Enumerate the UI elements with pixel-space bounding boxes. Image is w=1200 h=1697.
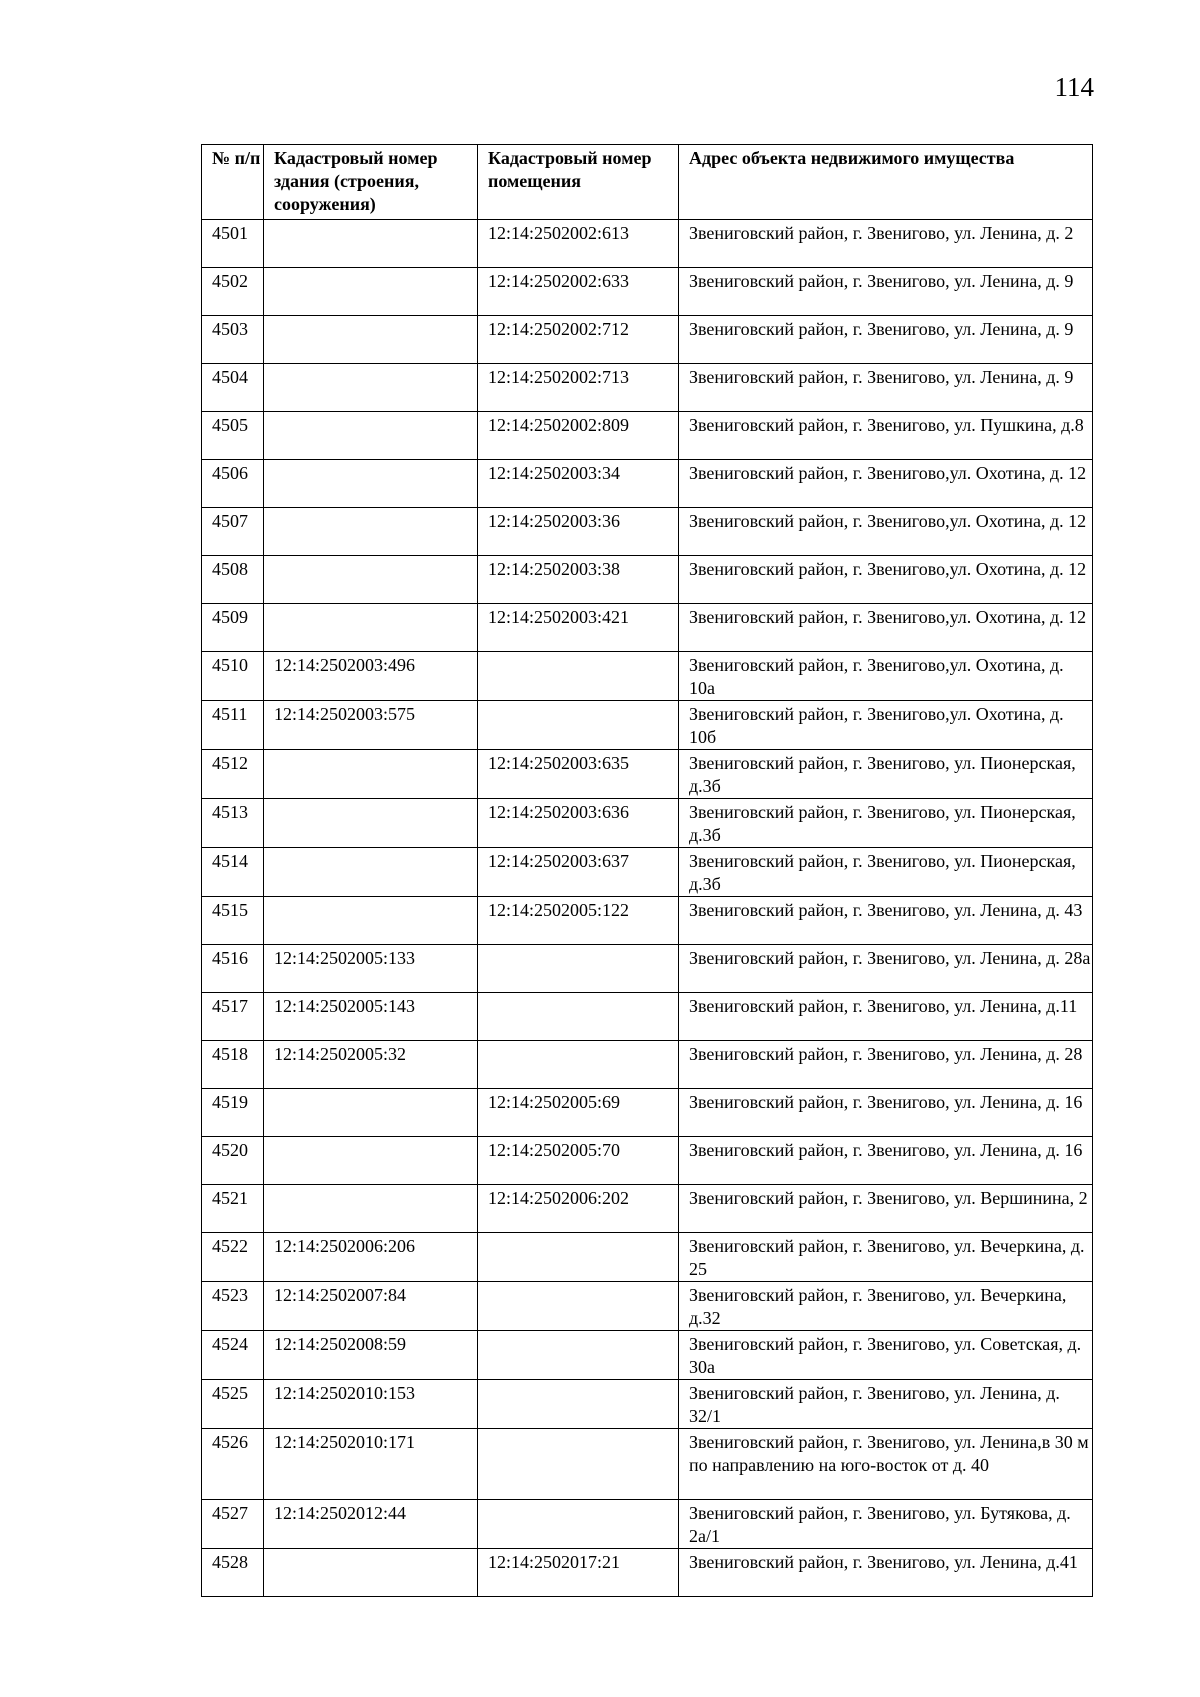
table-row — [202, 316, 1093, 364]
table-row — [202, 220, 1093, 268]
cell-number: 4507 — [202, 508, 264, 556]
table-row — [202, 897, 1093, 945]
cell-premise-cadastral: 12:14:2502003:635 — [478, 750, 679, 799]
table-row — [202, 556, 1093, 604]
table-row — [202, 1185, 1093, 1233]
cell-number: 4518 — [202, 1041, 264, 1089]
cell-premise-cadastral — [478, 701, 679, 750]
cell-building-cadastral: 12:14:2502010:153 — [264, 1380, 478, 1429]
cell-number: 4514 — [202, 848, 264, 897]
cell-building-cadastral — [264, 1089, 478, 1137]
cell-address: Звениговский район, г. Звенигово, ул. Бутякова, д. 2а/1 — [679, 1500, 1093, 1549]
cell-building-cadastral — [264, 897, 478, 945]
cell-number: 4510 — [202, 652, 264, 701]
table-row — [202, 1041, 1093, 1089]
cell-premise-cadastral — [478, 1233, 679, 1282]
cell-number: 4519 — [202, 1089, 264, 1137]
cell-premise-cadastral — [478, 1380, 679, 1429]
cell-building-cadastral — [264, 1549, 478, 1597]
cell-address: Звениговский район, г. Звенигово, ул. Пионерская, д.3б — [679, 750, 1093, 799]
cell-address: Звениговский район, г. Звенигово, ул. Ленина, д. 28а — [679, 945, 1093, 993]
cell-address: Звениговский район, г. Звенигово, ул. Вечеркина, д. 25 — [679, 1233, 1093, 1282]
cell-address: Звениговский район, г. Звенигово, ул. Пионерская, д.3б — [679, 799, 1093, 848]
cell-number: 4528 — [202, 1549, 264, 1597]
cell-building-cadastral — [264, 1137, 478, 1185]
table-row — [202, 508, 1093, 556]
cell-number: 4515 — [202, 897, 264, 945]
cell-building-cadastral: 12:14:2502005:133 — [264, 945, 478, 993]
cell-address: Звениговский район, г. Звенигово, ул. Ленина, д. 43 — [679, 897, 1093, 945]
cell-address: Звениговский район, г. Звенигово, ул. Ленина,в 30 м по направлению на юго-восток от д. 40 — [679, 1429, 1093, 1500]
cell-number: 4516 — [202, 945, 264, 993]
table-row — [202, 1233, 1093, 1282]
cell-number: 4504 — [202, 364, 264, 412]
header-number: № п/п — [202, 145, 264, 220]
cell-address: Звениговский район, г. Звенигово, ул. Ленина, д. 9 — [679, 268, 1093, 316]
cell-address: Звениговский район, г. Звенигово, ул. Ленина, д. 16 — [679, 1137, 1093, 1185]
cell-premise-cadastral — [478, 993, 679, 1041]
cell-address: Звениговский район, г. Звенигово, ул. Ленина, д. 9 — [679, 316, 1093, 364]
cell-building-cadastral — [264, 750, 478, 799]
cell-address: Звениговский район, г. Звенигово, ул. Пионерская, д.3б — [679, 848, 1093, 897]
cell-building-cadastral: 12:14:2502003:496 — [264, 652, 478, 701]
cell-number: 4517 — [202, 993, 264, 1041]
cell-premise-cadastral: 12:14:2502002:613 — [478, 220, 679, 268]
cell-number: 4523 — [202, 1282, 264, 1331]
cell-address: Звениговский район, г. Звенигово, ул. Ленина, д.41 — [679, 1549, 1093, 1597]
cell-number: 4513 — [202, 799, 264, 848]
cell-address: Звениговский район, г. Звенигово, ул. Ленина, д. 32/1 — [679, 1380, 1093, 1429]
cell-address: Звениговский район, г. Звенигово,ул. Охотина, д. 10а — [679, 652, 1093, 701]
cell-building-cadastral — [264, 1185, 478, 1233]
cell-premise-cadastral: 12:14:2502003:36 — [478, 508, 679, 556]
cell-premise-cadastral — [478, 1500, 679, 1549]
cell-address: Звениговский район, г. Звенигово,ул. Охотина, д. 12 — [679, 604, 1093, 652]
cell-number: 4521 — [202, 1185, 264, 1233]
cell-premise-cadastral — [478, 1041, 679, 1089]
cell-building-cadastral — [264, 604, 478, 652]
cell-premise-cadastral: 12:14:2502006:202 — [478, 1185, 679, 1233]
table-header — [202, 145, 1093, 220]
header-address: Адрес объекта недвижимого имущества — [679, 145, 1093, 220]
table-row — [202, 945, 1093, 993]
cell-number: 4502 — [202, 268, 264, 316]
cell-address: Звениговский район, г. Звенигово,ул. Охотина, д. 12 — [679, 556, 1093, 604]
table-row — [202, 604, 1093, 652]
cell-building-cadastral: 12:14:2502003:575 — [264, 701, 478, 750]
cell-building-cadastral — [264, 364, 478, 412]
cell-number: 4506 — [202, 460, 264, 508]
cell-building-cadastral: 12:14:2502012:44 — [264, 1500, 478, 1549]
cell-address: Звениговский район, г. Звенигово, ул. Ленина, д. 9 — [679, 364, 1093, 412]
cell-address: Звениговский район, г. Звенигово, ул. Вечеркина, д.32 — [679, 1282, 1093, 1331]
cell-premise-cadastral — [478, 1429, 679, 1500]
cell-number: 4505 — [202, 412, 264, 460]
page-number: 114 — [1054, 72, 1094, 102]
table-row — [202, 993, 1093, 1041]
cell-premise-cadastral: 12:14:2502017:21 — [478, 1549, 679, 1597]
cell-number: 4527 — [202, 1500, 264, 1549]
cell-premise-cadastral: 12:14:2502002:712 — [478, 316, 679, 364]
table-row — [202, 460, 1093, 508]
table-row — [202, 750, 1093, 799]
cell-premise-cadastral: 12:14:2502003:636 — [478, 799, 679, 848]
cell-building-cadastral — [264, 268, 478, 316]
cell-building-cadastral — [264, 412, 478, 460]
table-row — [202, 412, 1093, 460]
table-row — [202, 1380, 1093, 1429]
cell-premise-cadastral: 12:14:2502002:809 — [478, 412, 679, 460]
cell-number: 4526 — [202, 1429, 264, 1500]
cell-building-cadastral — [264, 799, 478, 848]
table-row — [202, 1500, 1093, 1549]
cell-premise-cadastral: 12:14:2502002:633 — [478, 268, 679, 316]
cell-premise-cadastral: 12:14:2502003:421 — [478, 604, 679, 652]
table-row — [202, 848, 1093, 897]
cell-premise-cadastral — [478, 945, 679, 993]
cell-number: 4522 — [202, 1233, 264, 1282]
table-row — [202, 1089, 1093, 1137]
cell-premise-cadastral: 12:14:2502005:122 — [478, 897, 679, 945]
table-body — [202, 220, 1093, 1597]
cell-number: 4520 — [202, 1137, 264, 1185]
cell-building-cadastral — [264, 220, 478, 268]
table-row — [202, 1282, 1093, 1331]
cell-number: 4508 — [202, 556, 264, 604]
cell-number: 4524 — [202, 1331, 264, 1380]
table-row — [202, 1137, 1093, 1185]
cell-premise-cadastral: 12:14:2502005:69 — [478, 1089, 679, 1137]
table-row — [202, 1549, 1093, 1597]
cell-premise-cadastral: 12:14:2502003:34 — [478, 460, 679, 508]
cell-building-cadastral — [264, 316, 478, 364]
cell-premise-cadastral — [478, 652, 679, 701]
cell-premise-cadastral: 12:14:2502005:70 — [478, 1137, 679, 1185]
cell-building-cadastral — [264, 460, 478, 508]
cell-address: Звениговский район, г. Звенигово, ул. Советская, д. 30а — [679, 1331, 1093, 1380]
cell-building-cadastral: 12:14:2502010:171 — [264, 1429, 478, 1500]
cell-building-cadastral: 12:14:2502005:143 — [264, 993, 478, 1041]
cell-building-cadastral — [264, 556, 478, 604]
cell-premise-cadastral: 12:14:2502003:637 — [478, 848, 679, 897]
cell-number: 4503 — [202, 316, 264, 364]
header-premise-cadastral: Кадастровый номер помещения — [478, 145, 679, 220]
cell-number: 4501 — [202, 220, 264, 268]
cell-premise-cadastral: 12:14:2502003:38 — [478, 556, 679, 604]
cell-address: Звениговский район, г. Звенигово, ул. Ленина, д. 2 — [679, 220, 1093, 268]
cell-address: Звениговский район, г. Звенигово, ул. Вершинина, 2 — [679, 1185, 1093, 1233]
cell-premise-cadastral — [478, 1331, 679, 1380]
cell-building-cadastral: 12:14:2502005:32 — [264, 1041, 478, 1089]
cell-premise-cadastral: 12:14:2502002:713 — [478, 364, 679, 412]
cell-number: 4509 — [202, 604, 264, 652]
table-row — [202, 1331, 1093, 1380]
cell-building-cadastral: 12:14:2502007:84 — [264, 1282, 478, 1331]
table-row — [202, 364, 1093, 412]
table-row — [202, 799, 1093, 848]
cell-building-cadastral — [264, 848, 478, 897]
table-row — [202, 652, 1093, 701]
cell-number: 4525 — [202, 1380, 264, 1429]
cell-address: Звениговский район, г. Звенигово, ул. Ленина, д.11 — [679, 993, 1093, 1041]
cell-building-cadastral — [264, 508, 478, 556]
cell-building-cadastral: 12:14:2502008:59 — [264, 1331, 478, 1380]
cell-address: Звениговский район, г. Звенигово,ул. Охотина, д. 12 — [679, 508, 1093, 556]
table-row — [202, 701, 1093, 750]
cell-premise-cadastral — [478, 1282, 679, 1331]
table-row — [202, 268, 1093, 316]
cell-address: Звениговский район, г. Звенигово, ул. Ленина, д. 28 — [679, 1041, 1093, 1089]
header-row — [202, 145, 1093, 220]
cell-address: Звениговский район, г. Звенигово,ул. Охотина, д. 10б — [679, 701, 1093, 750]
cell-address: Звениговский район, г. Звенигово, ул. Ленина, д. 16 — [679, 1089, 1093, 1137]
cell-address: Звениговский район, г. Звенигово,ул. Охотина, д. 12 — [679, 460, 1093, 508]
table-row — [202, 1429, 1093, 1500]
cell-address: Звениговский район, г. Звенигово, ул. Пушкина, д.8 — [679, 412, 1093, 460]
cell-building-cadastral: 12:14:2502006:206 — [264, 1233, 478, 1282]
header-building-cadastral: Кадастровый номер здания (строения, сооружения) — [264, 145, 478, 220]
cell-number: 4512 — [202, 750, 264, 799]
property-register-table — [201, 144, 1093, 1597]
cell-number: 4511 — [202, 701, 264, 750]
